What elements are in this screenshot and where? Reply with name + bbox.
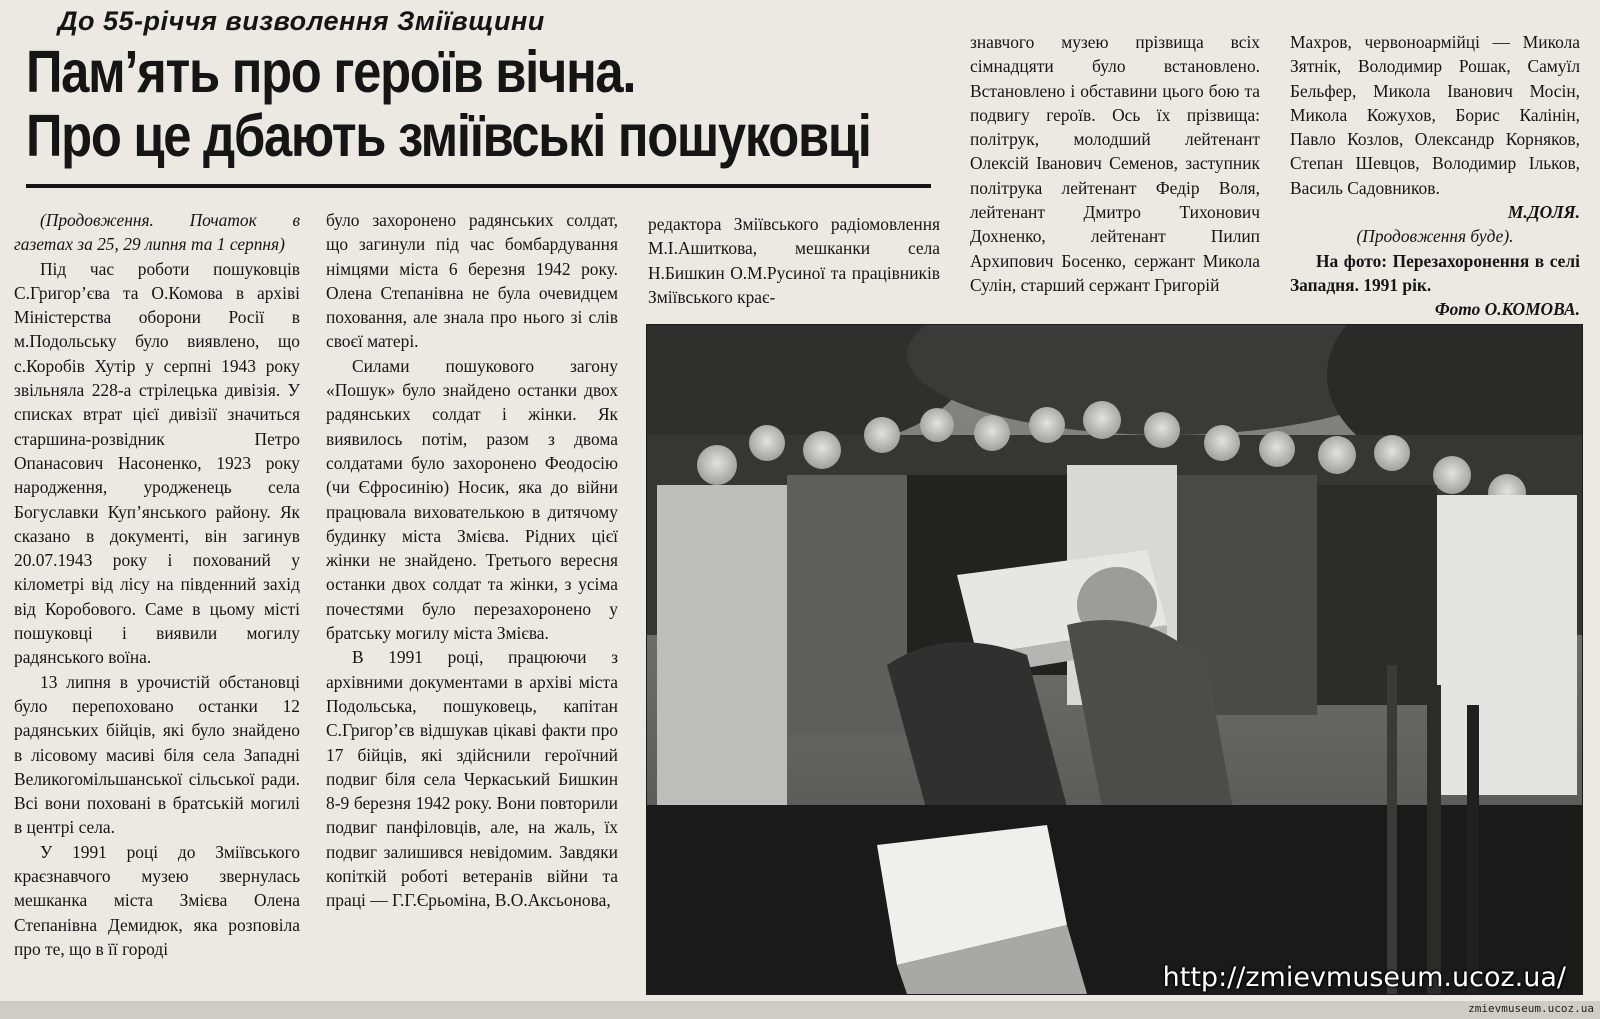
headline-line-1: Пам’ять про героїв вічна. [26,39,636,105]
headline [26,39,871,169]
photo-credit: Фото О.КОМОВА. [1434,299,1580,320]
continuation-note: (Продовження. Початок в газетах за 25, 29 липня та 1 серпня) [14,210,300,255]
photo-image-icon [647,325,1582,994]
paragraph: Махров, червоноармійці — Микола Зятнік, Володимир Рошак, Самуїл Бельфер, Микола Іванович Мосін, Микола Кожухов, Борис Калінін, Павло Козлов, Олександр Корняков, Степан Шевцов, Володимир Ільков, Василь Садовников. [1290,32,1580,198]
paragraph: було захоронено радянських солдат, що загинули під час бомбардування німцями міста 6 березня 1942 року. Олена Степанівна не була очевидцем поховання, але знала про нього зі слів своєї матері. [326,210,618,352]
footer-url: zmievmuseum.ucoz.ua [1468,1002,1594,1015]
column-2 [326,208,618,913]
paragraph: 13 липня в урочистій обстановці було перепоховано останки 12 радянських бійців, які було знайдено в лісовому масиві біля села Западні Великогомільшанської сільської ради. Всі вони поховані в братській могилі в центрі села. [14,671,300,838]
paragraph: В 1991 році, працюючи з архівними документами в архіві міста Подольська, пошуковець, капітан С.Григор’єв відшукав цікаві факти про 17 бійців, які здійснили героїчний подвиг біля села Черкаський Бишкин 8-9 березня 1942 року. Вони повторили подвиг панфіловців, але, на жаль, їх подвиг залишився невідомим. Завдяки копіткій роботі ветеранів війни та праці — Г.Г.Єрьоміна, В.О.Аксьонова, [326,647,618,911]
paragraph: Силами пошукового загону «Пошук» було знайдено останки двох радянських солдат і жінки. Як виявилось потім, разом з двома солдатами було захоронено Феодосію (чи Єфросинію) Носик, яка до війни працювала вихователькою в дитячому будинку міста Змієва. Рідних цієї жінки не знайдено. Третього вересня останки двох солдат та жінки, з усіма почестями було перезахоронено у братську могилу міста Змієва. [326,355,618,644]
paragraph: редактора Зміївського радіомовлення М.І.Ашиткова, мешканки села Н.Бишкин О.М.Русиної та працівників Зміївського крає- [648,214,940,307]
rubric: До 55-річчя визволення Зміївщини [58,6,545,36]
paragraph: знавчого музею прізвища всіх сімнадцяти було встановлено. Встановлено і обставини цього бою та подвигу героїв. Ось їх прізвища: політрук, молодший лейтенант Олексій Іванович Семенов, заступник політрука лейтенант Федір Воля, лейтенант Дмитро Тихонович Дохненко, лейтенант Пилип Архипович Босенко, сержант Микола Сулін, старший сержант Григорій [970,32,1260,295]
reburial-photo [646,324,1583,995]
to-be-continued: (Продовження буде). [1356,226,1514,247]
watermark-url: http://zmievmuseum.ucoz.ua/ [1162,962,1566,993]
photo-caption: На фото: Перезахоронення в селі Западня. 1991 рік. [1290,250,1580,295]
column-5 [1290,30,1580,322]
headline-line-2: Про це дбають зміївські пошуковці [26,103,871,169]
footer-strip [0,1001,1600,1019]
column-4 [970,30,1260,297]
headline-rule [26,184,931,188]
author-signature: М.ДОЛЯ. [1507,202,1580,223]
paragraph: У 1991 році до Зміївського краєзнавчого музею звернулась мешканка міста Змієва Олена Степанівна Демидюк, яка розповіла про те, що в її городі [14,841,300,959]
column-1 [14,208,300,961]
column-3 [648,212,940,309]
paragraph: Під час роботи пошуковців С.Григор’єва та О.Комова в архіві Міністерства оборони Росії в м.Подольську було виявлено, що с.Коробів Хутір у серпні 1943 року звільняла 228-а стрілецька дивізія. У списках втрат цієї дивізії значиться старшина-розвідник Петро Опанасович Насоненко, 1923 року народження, уродженець села Богуславки Куп’янського району. Як сказано в документі, він загинув 20.07.1943 року і похований у кілометрі від лісу на південний захід від Коробового. Саме в цьому місті пошуковці і виявили могилу радянського воїна. [14,258,300,668]
